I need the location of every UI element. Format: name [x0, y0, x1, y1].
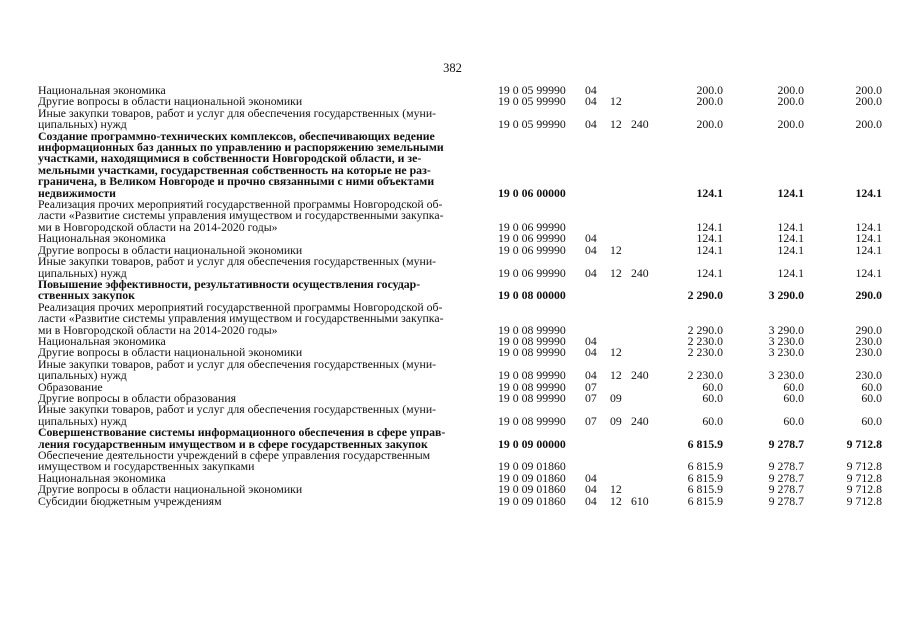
target-article-code: 19 0 09 00000: [498, 436, 566, 451]
amount-year-1: 124.1: [696, 219, 723, 234]
target-article-code: 19 0 09 01860: [498, 470, 566, 485]
row-name: Национальная экономика: [38, 470, 166, 485]
amount-year-1: 200.0: [696, 83, 723, 97]
table-row: [38, 450, 884, 473]
amount-year-3: 230.0: [855, 333, 882, 348]
amount-year-1: 2 290.0: [687, 322, 723, 337]
amount-year-2: 124.1: [777, 242, 804, 257]
target-article-code: 19 0 05 99990: [498, 117, 566, 132]
subsection-code: 09: [610, 413, 622, 428]
target-article-code: 19 0 08 99990: [498, 413, 566, 428]
page-number: 382: [443, 61, 462, 75]
amount-year-3: 124.1: [855, 185, 882, 200]
amount-year-1: 2 230.0: [687, 333, 723, 348]
target-article-code: 19 0 06 99990: [498, 265, 566, 280]
amount-year-2: 60.0: [783, 390, 804, 405]
row-name: Национальная экономика: [38, 231, 166, 246]
target-article-code: 19 0 08 99990: [498, 390, 566, 405]
row-name: Другие вопросы в области национальной экономики: [38, 94, 303, 109]
amount-year-3: 60.0: [861, 413, 882, 428]
amount-year-3: 124.1: [855, 219, 882, 234]
table-row: [38, 256, 884, 279]
amount-year-3: 200.0: [855, 94, 882, 109]
amount-year-1: 124.1: [696, 185, 723, 200]
section-code: 04: [585, 83, 597, 97]
section-code: 07: [585, 390, 597, 405]
section-code: 04: [585, 470, 597, 485]
target-article-code: 19 0 08 99990: [498, 333, 566, 348]
amount-year-2: 9 278.7: [768, 482, 804, 497]
subsection-code: 12: [610, 368, 622, 383]
amount-year-2: 9 278.7: [768, 459, 804, 474]
amount-year-1: 60.0: [702, 390, 723, 405]
amount-year-3: 124.1: [855, 231, 882, 246]
table-row: [38, 276, 884, 303]
table-row: [38, 404, 884, 427]
target-article-code: 19 0 08 99990: [498, 379, 566, 394]
amount-year-2: 3 230.0: [768, 345, 804, 360]
subsection-code: 12: [610, 265, 622, 280]
amount-year-3: 200.0: [855, 83, 882, 97]
row-name: Национальная экономика: [38, 333, 166, 348]
amount-year-1: 6 815.9: [687, 470, 723, 485]
amount-year-3: 290.0: [855, 288, 882, 303]
amount-year-3: 9 712.8: [846, 482, 882, 497]
row-name: Другие вопросы в области национальной экономики: [38, 345, 303, 360]
expense-type-code: 240: [631, 117, 649, 132]
table-row: [38, 128, 884, 200]
subsection-code: 09: [610, 390, 622, 405]
target-article-code: 19 0 06 99990: [498, 242, 566, 257]
section-code: 07: [585, 413, 597, 428]
amount-year-1: 60.0: [702, 379, 723, 394]
row-name: Обеспечение деятельности учреждений в сфере управления государственным имуществом и государственных закупками: [38, 448, 431, 474]
subsection-code: 12: [610, 117, 622, 132]
row-name: Иные закупки товаров, работ и услуг для обеспечения государственных (муни- ципальных) нужд: [38, 105, 437, 132]
table-row: [38, 299, 884, 337]
target-article-code: 19 0 09 01860: [498, 459, 566, 474]
amount-year-3: 290.0: [855, 322, 882, 337]
amount-year-1: 124.1: [696, 265, 723, 280]
table-row: [38, 199, 884, 233]
amount-year-3: 124.1: [855, 265, 882, 280]
row-name: Иные закупки товаров, работ и услуг для обеспечения государственных (муни- ципальных) нужд: [38, 356, 437, 383]
amount-year-1: 2 230.0: [687, 368, 723, 383]
row-name: Иные закупки товаров, работ и услуг для обеспечения государственных (муни- ципальных) нужд: [38, 254, 437, 280]
section-code: 04: [585, 242, 597, 257]
section-code: 04: [585, 117, 597, 132]
row-name: Национальная экономика: [38, 83, 166, 97]
amount-year-2: 3 290.0: [768, 322, 804, 337]
amount-year-2: 9 278.7: [768, 493, 804, 508]
row-name: Образование: [38, 379, 103, 394]
expense-type-code: 240: [631, 265, 649, 280]
amount-year-2: 200.0: [777, 94, 804, 109]
row-name: Другие вопросы в области национальной экономики: [38, 482, 303, 497]
section-code: 04: [585, 231, 597, 246]
amount-year-1: 6 815.9: [687, 459, 723, 474]
amount-year-3: 60.0: [861, 390, 882, 405]
amount-year-1: 60.0: [702, 413, 723, 428]
amount-year-3: 9 712.8: [846, 470, 882, 485]
target-article-code: 19 0 08 99990: [498, 322, 566, 337]
amount-year-2: 3 290.0: [768, 288, 804, 303]
amount-year-2: 3 230.0: [768, 333, 804, 348]
section-code: 04: [585, 493, 597, 508]
amount-year-3: 9 712.8: [846, 493, 882, 508]
amount-year-2: 9 278.7: [768, 470, 804, 485]
target-article-code: 19 0 08 00000: [498, 288, 566, 303]
target-article-code: 19 0 09 01860: [498, 493, 566, 508]
amount-year-2: 124.1: [777, 185, 804, 200]
section-code: 07: [585, 379, 597, 394]
target-article-code: 19 0 06 99990: [498, 231, 566, 246]
row-name: Совершенствование системы информационного обеспечения в сфере управ- ления государственным имуществом и в сфере государственных закупок: [38, 425, 446, 451]
target-article-code: 19 0 06 99990: [498, 219, 566, 234]
amount-year-2: 200.0: [777, 83, 804, 97]
table-row: [38, 356, 884, 383]
amount-year-2: 124.1: [777, 265, 804, 280]
amount-year-2: 124.1: [777, 219, 804, 234]
amount-year-1: 124.1: [696, 242, 723, 257]
row-name: Создание программно-технических комплексов, обеспечивающих ведение информационных баз данных по управлению и распоряжению земельными участками, находящимися в собственности Новгородской области, и зе- мельными участками, государственная собственность на которые не раз- граничена, в Великом Новгороде и прочно связанными с ними объектами недвижимости: [38, 128, 444, 200]
section-code: 04: [585, 482, 597, 497]
expense-type-code: 240: [631, 368, 649, 383]
amount-year-1: 2 290.0: [687, 288, 723, 303]
amount-year-3: 9 712.8: [846, 436, 882, 451]
target-article-code: 19 0 08 99990: [498, 368, 566, 383]
amount-year-2: 124.1: [777, 231, 804, 246]
amount-year-1: 2 230.0: [687, 345, 723, 360]
amount-year-3: 200.0: [855, 117, 882, 132]
section-code: 04: [585, 265, 597, 280]
subsection-code: 12: [610, 482, 622, 497]
row-name: Другие вопросы в области образования: [38, 390, 237, 405]
amount-year-1: 6 815.9: [687, 436, 723, 451]
row-name: Реализация прочих мероприятий государственной программы Новгородской об- ласти «Развитие системы управления имуществом и государственными закупка- ми в Новгородской области на 2014-2020 годы»: [38, 197, 444, 234]
amount-year-3: 9 712.8: [846, 459, 882, 474]
row-name: Субсидии бюджетным учреждениям: [38, 493, 222, 508]
target-article-code: 19 0 05 99990: [498, 94, 566, 109]
table-row: [38, 105, 884, 132]
amount-year-1: 6 815.9: [687, 482, 723, 497]
expense-type-code: 610: [631, 493, 649, 508]
expense-type-code: 240: [631, 413, 649, 428]
target-article-code: 19 0 05 99990: [498, 83, 566, 97]
amount-year-2: 3 230.0: [768, 368, 804, 383]
row-name: Реализация прочих мероприятий государственной программы Новгородской об- ласти «Развитие системы управления имуществом и государственными закупка- ми в Новгородской области на 2014-2020 годы»: [38, 299, 444, 337]
amount-year-3: 230.0: [855, 345, 882, 360]
amount-year-1: 200.0: [696, 117, 723, 132]
table-row: [38, 427, 884, 450]
amount-year-3: 230.0: [855, 368, 882, 383]
target-article-code: 19 0 08 99990: [498, 345, 566, 360]
target-article-code: 19 0 09 01860: [498, 482, 566, 497]
subsection-code: 12: [610, 493, 622, 508]
section-code: 04: [585, 94, 597, 109]
amount-year-2: 200.0: [777, 117, 804, 132]
section-code: 04: [585, 368, 597, 383]
section-code: 04: [585, 333, 597, 348]
subsection-code: 12: [610, 94, 622, 109]
amount-year-2: 9 278.7: [768, 436, 804, 451]
row-name: Повышение эффективности, результативности осуществления государ- ственных закупок: [38, 276, 421, 303]
amount-year-2: 60.0: [783, 379, 804, 394]
target-article-code: 19 0 06 00000: [498, 185, 566, 200]
amount-year-3: 124.1: [855, 242, 882, 257]
subsection-code: 12: [610, 242, 622, 257]
amount-year-2: 60.0: [783, 413, 804, 428]
row-name: Другие вопросы в области национальной экономики: [38, 242, 303, 257]
table-row: [38, 493, 884, 508]
subsection-code: 12: [610, 345, 622, 360]
budget-table: [38, 85, 884, 507]
section-code: 04: [585, 345, 597, 360]
amount-year-1: 200.0: [696, 94, 723, 109]
row-name: Иные закупки товаров, работ и услуг для обеспечения государственных (муни- ципальных) нужд: [38, 402, 437, 428]
amount-year-3: 60.0: [861, 379, 882, 394]
amount-year-1: 124.1: [696, 231, 723, 246]
amount-year-1: 6 815.9: [687, 493, 723, 508]
